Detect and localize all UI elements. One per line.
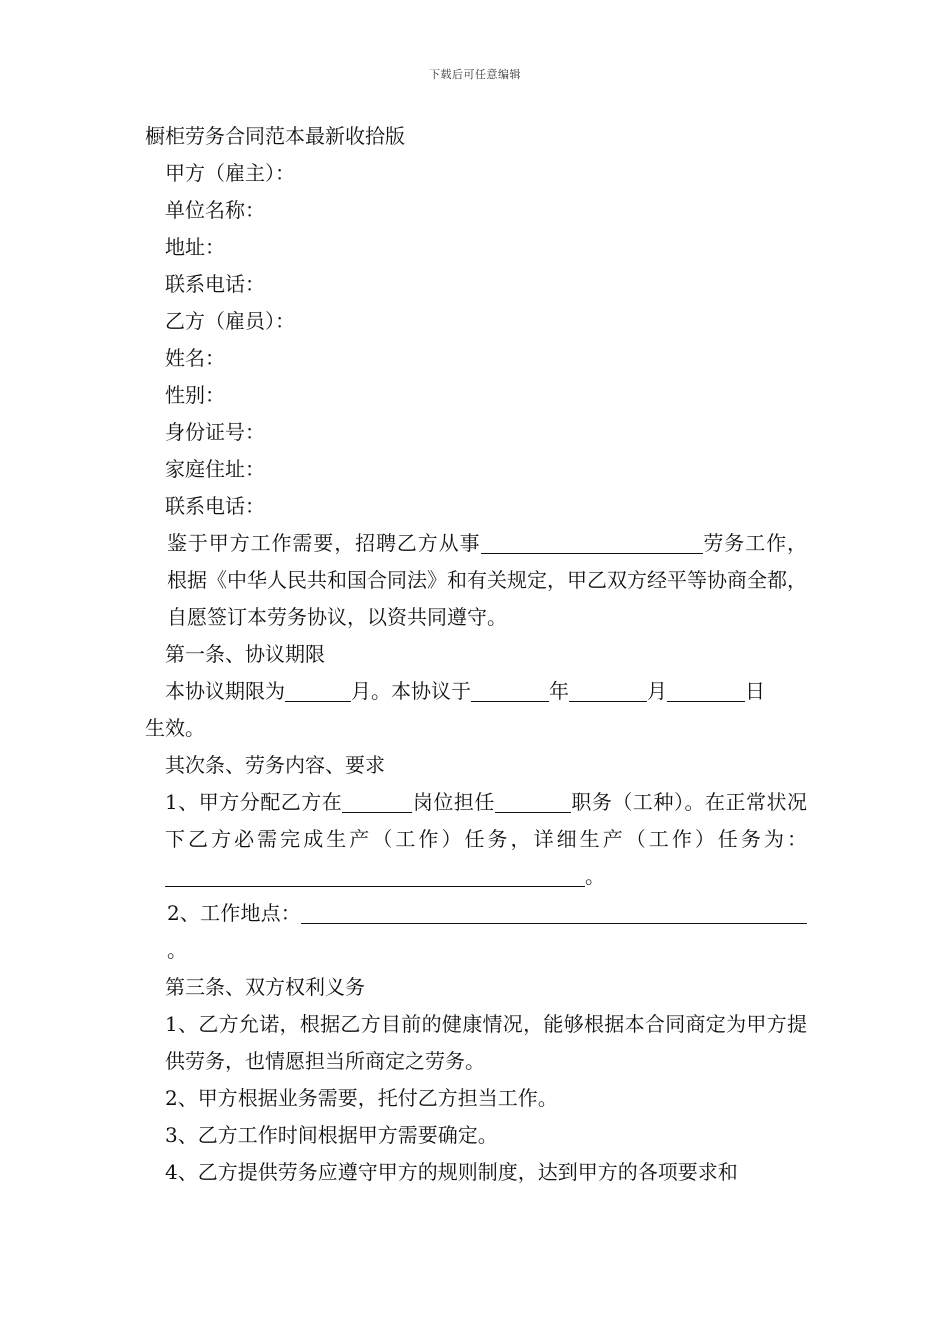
article-3-item-4: 4、乙方提供劳务应遵守甲方的规则制度，达到甲方的各项要求和 [165,1160,738,1184]
intro-text-rest: 劳务工作，根据《中华人民共和国合同法》和有关规定，甲乙双方经平等协商全都，自愿签订本劳务协议，以资共同遵守。 [167,531,808,629]
party-b-home-address-label: 家庭住址： [165,457,265,481]
item-1-text-b: 岗位担任 [412,790,495,814]
day-blank [667,679,745,702]
party-a-unit-name-label: 单位名称： [165,198,265,222]
item-1-text-a: 1、甲方分配乙方在 [165,790,343,814]
article-3-heading: 第三条、双方权利义务 [165,975,365,999]
party-a-heading: 甲方（雇主）： [165,161,295,185]
term-text-3: 年 [549,679,569,703]
party-a-phone-label: 联系电话： [165,272,265,296]
party-b-heading: 乙方（雇员）： [165,309,295,333]
work-location-blank [301,901,791,924]
document-title: 橱柜劳务合同范本最新收拾版 [145,124,405,148]
article-2-heading: 其次条、劳务内容、要求 [165,753,385,777]
item-1-end: 。 [585,864,605,888]
duty-blank [495,790,571,813]
article-3-item-2: 2、甲方根据业务需要，托付乙方担当工作。 [165,1086,558,1110]
article-3-item-1: 1、乙方允诺，根据乙方目前的健康情况，能够根据本合同商定为甲方提供劳务，也情愿担当所商定之劳务。 [165,1012,807,1073]
term-text-4: 月 [647,679,667,703]
party-b-phone-label: 联系电话： [165,494,265,518]
term-text-5: 日 [745,679,765,703]
item-2-end: 。 [167,938,187,962]
article-1-effective: 生效。 [145,716,205,740]
position-blank [342,790,412,813]
article-1-term-line [145,673,807,710]
item-2-text: 2、工作地点： [167,901,301,925]
item-1-text-c: 职务（工种）。在正常状况下乙方必需完成生产（工作）任务，详细生产（工作）任务为： [165,790,808,851]
article-3-item-3: 3、乙方工作时间根据甲方需要确定。 [165,1123,498,1147]
article-2-item-1 [145,784,807,895]
party-b-id-label: 身份证号： [165,420,265,444]
work-location-blank-cont [791,901,807,924]
month-blank [569,679,647,702]
job-type-blank [481,531,703,554]
page-header-watermark: 下载后可任意编辑 [429,68,521,81]
year-blank [471,679,549,702]
term-text-1: 本协议期限为 [165,679,285,703]
party-a-address-label: 地址： [165,235,225,259]
task-blank [165,864,585,887]
intro-paragraph [145,525,807,636]
intro-text-start: 鉴于甲方工作需要，招聘乙方从事 [167,531,481,555]
article-1-heading: 第一条、协议期限 [165,642,325,666]
contract-document [145,118,807,1191]
term-text-2: 月。本协议于 [351,679,471,703]
party-b-name-label: 姓名： [165,346,225,370]
months-blank [285,679,351,702]
article-2-item-2 [145,895,807,969]
party-b-gender-label: 性别： [165,383,225,407]
